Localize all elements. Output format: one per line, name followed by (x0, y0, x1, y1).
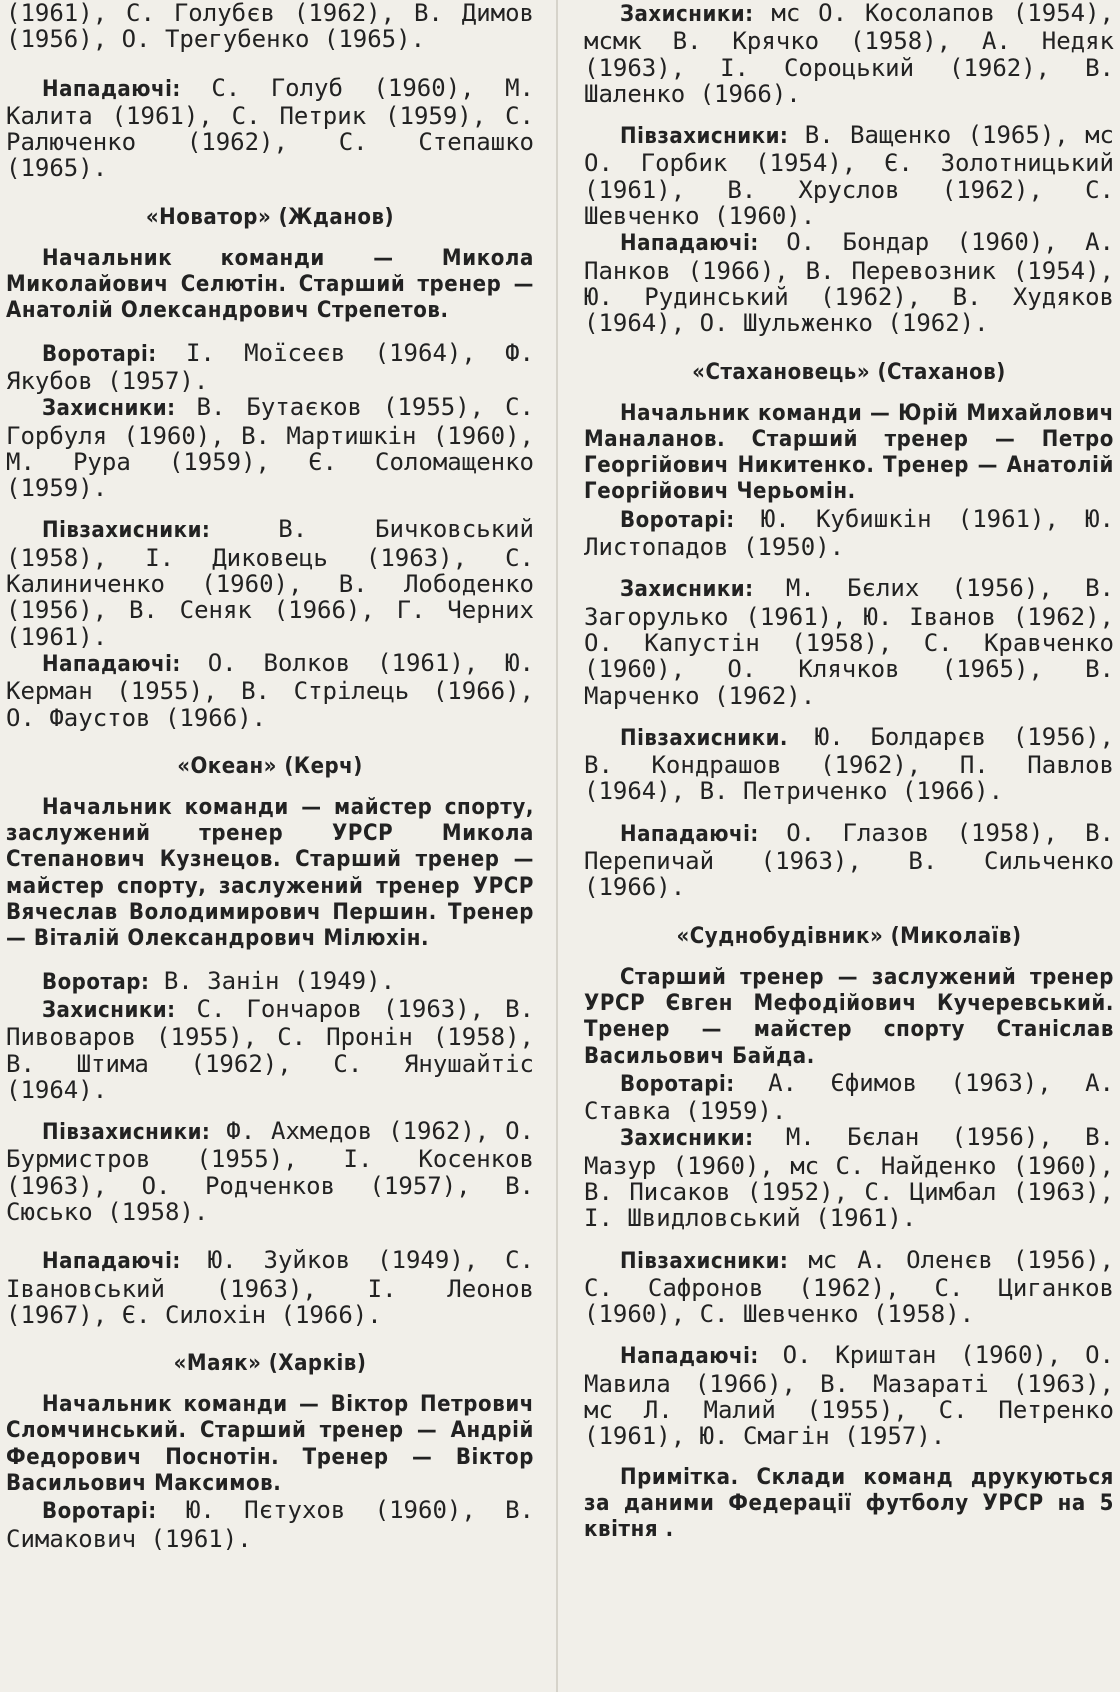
player-list: О. Бондар (1960), А. Панков (1966), В. Перевозник (1954), Ю. Рудинський (1962), В. Худяков (1964), О. Шульженко (1962). (584, 228, 1114, 338)
paragraph (6, 996, 534, 1103)
position-label: Нападаючі: (620, 231, 759, 257)
position-label: Воротарі: (620, 1071, 735, 1097)
player-list: мс А. Оленєв (1956), С. Сафронов (1962), С. Циганков (1960), С. Шевченко (1958). (584, 1245, 1114, 1329)
player-list: Ю. Болдарєв (1956), В. Кондрашов (1962), П. Павлов (1964), В. Петриченко (1966). (584, 722, 1114, 806)
paragraph (6, 1118, 534, 1225)
paragraph (584, 1070, 1114, 1125)
paragraph (6, 340, 534, 395)
left-column (6, 0, 534, 1692)
note-label: Примітка. (620, 1464, 739, 1490)
paragraph (584, 820, 1114, 901)
position-label: Півзахисники: (620, 124, 789, 150)
position-label: Нападаючі: (620, 821, 759, 847)
paragraph (6, 516, 534, 649)
position-label: Захисники: (42, 396, 176, 422)
position-label: Півзахисники: (42, 518, 211, 544)
position-label: Нападаючі: (42, 1249, 181, 1275)
paragraph (584, 0, 1114, 107)
position-label: Півзахисники. (620, 725, 788, 751)
position-label: Воротарі: (42, 341, 157, 367)
paragraph (6, 1247, 534, 1328)
player-list: Ф. Ахмедов (1962), О. Бурмистров (1955), І. Косенков (1963), О. Родченков (1957), В. Сюсько (1958). (6, 1117, 534, 1226)
staff-paragraph: Начальник команди — Віктор Петрович Сломчинський. Старший тренер — Андрій Федорович Поснотін. Тренер — Віктор Васильович Максимов. (6, 1392, 534, 1497)
position-label: Воротарі: (42, 1499, 157, 1525)
player-list: А. Єфимов (1963), А. Ставка (1959). (584, 1068, 1114, 1126)
staff-paragraph: Старший тренер — заслужений тренер УРСР Євген Мефодійович Кучеревський. Тренер — майстер спорту Станіслав Васильович Байда. (584, 964, 1114, 1069)
paragraph (6, 650, 534, 731)
note-text: Склади команд друкуються за даними Федерації футболу УРСР на 5 квітня . (584, 1464, 1114, 1543)
player-list: мс О. Косолапов (1954), мсмк В. Крячко (1958), А. Недяк (1963), І. Сороцький (1962), В. Шаленко (1966). (584, 0, 1114, 108)
right-column (584, 0, 1114, 1692)
player-list: О. Волков (1961), Ю. Керман (1955), В. Стрілець (1966), О. Фаустов (1966). (6, 648, 534, 732)
player-list: О. Глазов (1958), В. Перепичай (1963), В. Сильченко (1966). (584, 818, 1114, 902)
team-heading: «Суднобудівник» (Миколаїв) (676, 923, 1022, 949)
paragraph (6, 394, 534, 501)
position-label: Захисники: (42, 997, 176, 1023)
player-list: В. Занін (1949). (163, 966, 396, 995)
player-list: Ю. Зуйков (1949), С. Івановський (1963), І. Леонов (1967), Є. Силохін (1966). (6, 1246, 534, 1329)
player-list: В. Бичковський (1958), І. Диковець (1963), С. Калиниченко (1960), В. Лободенко (1956), В. Сеняк (1966), Г. Черних (1961). (6, 515, 534, 651)
player-list: М. Бєлан (1956), В. Мазур (1960), мс С. Найденко (1960), В. Писаков (1952), С. Цимбал (1963), І. Швидловський (1961). (584, 1123, 1114, 1233)
paragraph (6, 75, 534, 182)
position-label: Захисники: (620, 2, 754, 27)
paragraph (6, 1497, 534, 1552)
team-heading: «Новатор» (Жданов) (145, 204, 395, 230)
paragraph (584, 1342, 1114, 1449)
player-list: В. Бутаєков (1955), С. Горбуля (1960), В. Мартишкін (1960), М. Рура (1959), Є. Соломащенко (1959). (6, 393, 534, 503)
position-label: Нападаючі: (42, 651, 181, 677)
paragraph: (1961), С. Голубєв (1962), В. Димов (1956), О. Трегубенко (1965). (6, 0, 534, 54)
column-divider (556, 0, 558, 1692)
player-list: В. Ващенко (1965), мс О. Горбик (1954), Є. Золотницький (1961), В. Хруслов (1962), С. Шевченко (1960). (584, 121, 1114, 231)
player-list: М. Бєлих (1956), В. Загорулько (1961), Ю. Іванов (1962), О. Капустін (1958), С. Кравченко (1960), О. Клячков (1965), В. Марченко (1962). (584, 574, 1114, 710)
team-heading: «Маяк» (Харків) (173, 1351, 367, 1377)
position-label: Воротар: (42, 969, 150, 995)
paragraph (584, 1124, 1114, 1231)
team-heading: «Стахановець» (Стаханов) (692, 359, 1006, 385)
staff-paragraph: Начальник команди — Юрій Михайлович Маналанов. Старший тренер — Петро Георгійович Никитенко. Тренер — Анатолій Георгійович Черьомін. (584, 400, 1114, 505)
paragraph (584, 575, 1114, 708)
position-label: Нападаючі: (620, 1344, 759, 1370)
player-list: Ю. Пєтухов (1960), В. Симакович (1961). (6, 1496, 534, 1553)
player-list: І. Моїсеєв (1964), Ф. Якубов (1957). (6, 338, 534, 395)
position-label: Півзахисники: (620, 1248, 789, 1274)
staff-paragraph: Начальник команди — майстер спорту, заслужений тренер УРСР Микола Степанович Кузнецов. Старший тренер — майстер спорту, заслужений тренер УРСР Вячеслав Володимирович Першин. Тренер — Віталій Олександрович Мілюхін. (6, 794, 534, 952)
team-heading: «Океан» (Керч) (177, 753, 363, 779)
position-label: Воротарі: (620, 507, 735, 533)
paragraph (584, 506, 1114, 561)
paragraph (584, 1247, 1114, 1328)
position-label: Півзахисники: (42, 1120, 211, 1146)
paragraph (584, 229, 1114, 336)
position-label: Захисники: (620, 1126, 754, 1152)
paragraph (584, 122, 1114, 229)
player-list: С. Голуб (1960), М. Калита (1961), С. Петрик (1959), С. Ралюченко (1962), С. Степашко (1965). (6, 73, 534, 183)
paragraph (6, 968, 534, 996)
player-list: Ю. Кубишкін (1961), Ю. Листопадов (1950). (584, 504, 1114, 562)
note-paragraph (584, 1465, 1114, 1544)
player-list: С. Гончаров (1963), В. Пивоваров (1955), С. Пронін (1958), В. Штима (1962), С. Янушайтіс (1964). (6, 994, 534, 1104)
position-label: Захисники: (620, 577, 754, 603)
player-list: О. Криштан (1960), О. Мавила (1966), В. Мазараті (1963), мс Л. Малий (1955), С. Петренко (1961), Ю. Смагін (1957). (584, 1341, 1114, 1451)
position-label: Нападаючі: (42, 76, 181, 102)
staff-paragraph: Начальник команди — Микола Миколайович Селютін. Старший тренер — Анатолій Олександрович Стрепетов. (6, 245, 534, 324)
paragraph (584, 724, 1114, 805)
